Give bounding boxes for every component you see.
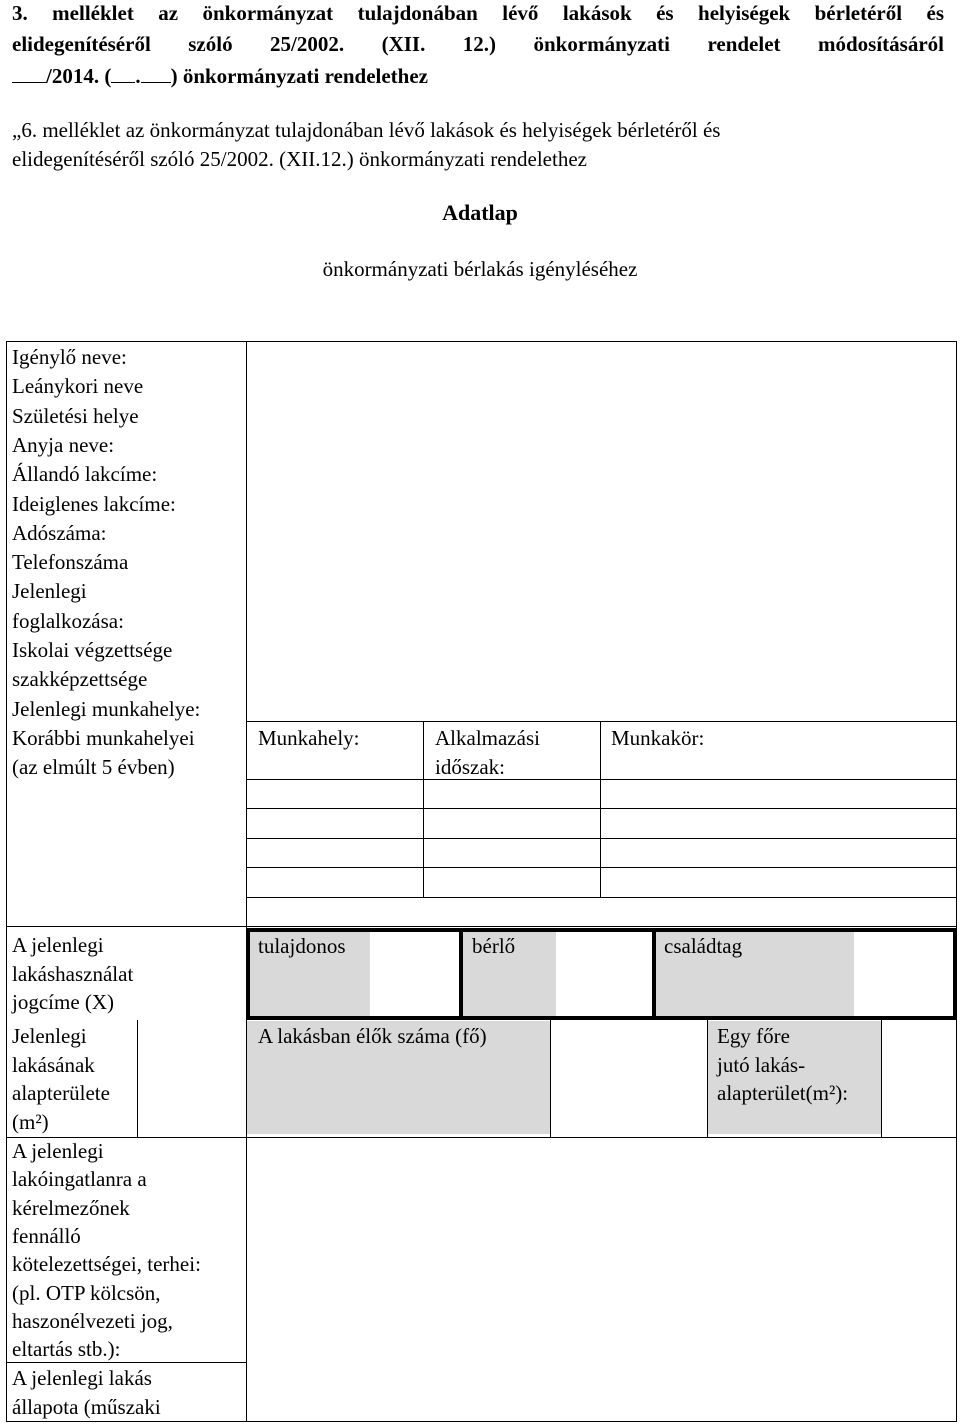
obligations-label-8: eltartás stb.): [12, 1337, 121, 1362]
current-workplace-label: Jelenlegi munkahelye: [12, 696, 201, 721]
area-label-4: (m²) [12, 1109, 49, 1134]
occupation-label-2: foglalkozása: [12, 608, 124, 633]
work-row-line [246, 867, 957, 868]
personal-data-input-area[interactable] [247, 342, 956, 721]
phone-label: Telefonszáma [12, 550, 129, 575]
tax-number-label: Adószáma: [12, 520, 107, 545]
usage-label-3: jogcíme (X) [12, 990, 115, 1014]
usage-box-bottom [246, 1016, 957, 1020]
annex-title-line2: elidegenítéséről szóló 25/2002. (XII. 12.) önkormányzati rendelet módosításáról [12, 32, 944, 56]
obligations-label-4: fennálló [12, 1223, 81, 1248]
annex-title-line3 [12, 62, 428, 91]
obligations-label-1: A jelenlegi [12, 1139, 104, 1163]
date-dot: . [135, 64, 141, 88]
previous-workplaces-label-2: (az elmúlt 5 évben) [12, 755, 175, 780]
work-col-divider [423, 721, 424, 897]
obligations-label-7: haszonélvezeti jog, [12, 1308, 173, 1333]
work-row-line [246, 779, 957, 780]
residents-input[interactable] [551, 1021, 706, 1137]
usage-label-2: lakáshasználat [12, 961, 134, 986]
obligations-label-6: (pl. OTP kölcsön, [12, 1280, 161, 1305]
table-left-border [6, 341, 7, 1422]
area-label-1: Jelenlegi [12, 1024, 87, 1048]
obligations-label-3: kérelmezőnek [12, 1195, 130, 1220]
usage-box-right [953, 928, 957, 1020]
period-col-header-2: időszak: [435, 755, 505, 779]
period-col-header-1: Alkalmazási [435, 726, 540, 750]
area-label-3: alapterülete [12, 1081, 110, 1105]
residents-label: A lakásban élők száma (fő) [258, 1024, 487, 1048]
blank-month [111, 64, 135, 83]
form-title: Adatlap [442, 200, 518, 225]
annex-year: /2014. ( [46, 64, 112, 88]
qualification-label: szakképzettsége [12, 667, 148, 692]
annex-suffix: ) önkormányzati rendelethez [170, 64, 428, 88]
obligations-label-2: lakóingatlanra a [12, 1167, 147, 1192]
work-row-line [246, 808, 957, 809]
option-csaladtag: családtag [664, 934, 743, 958]
form-subtitle: önkormányzati bérlakás igényléséhez [322, 257, 638, 281]
maiden-name-label: Leánykori neve [12, 374, 144, 399]
mother-name-label: Anyja neve: [12, 432, 115, 457]
work-row-line [246, 838, 957, 839]
annex-title-line1: 3. melléklet az önkormányzat tulajdonában lévő lakások és helyiségek bérletéről és [12, 1, 944, 25]
blank-day [141, 64, 171, 83]
table-right-border [956, 341, 957, 1422]
usage-box-top [246, 928, 957, 932]
applicant-name-label: Igénylő neve: [12, 345, 127, 369]
annex6-line1-text: „6. melléklet az önkormányzat tulajdonában lévő lakások és helyiségek bérletéről és [12, 118, 721, 142]
position-col-header: Munkakör: [611, 726, 705, 750]
temporary-address-label: Ideiglenes lakcíme: [12, 491, 176, 516]
annex6-line1 [12, 116, 720, 144]
occupation-label-1: Jelenlegi [12, 579, 87, 604]
work-row-line [246, 897, 957, 898]
usage-box-divider [459, 928, 463, 1020]
condition-label-1: A jelenlegi lakás [12, 1366, 152, 1390]
work-table-top [246, 721, 957, 722]
obligations-input[interactable] [247, 1138, 956, 1362]
usage-box-divider [652, 928, 656, 1020]
obligations-label-5: kötelezettségei, terhei: [12, 1252, 201, 1277]
area-label-2: lakásának [12, 1052, 95, 1077]
annex6-line2: elidegenítéséről szóló 25/2002. (XII.12.) önkormányzati rendelethez [12, 147, 587, 171]
per-person-label-2: jutó lakás- [717, 1052, 806, 1077]
option-tulajdonos: tulajdonos [258, 934, 346, 958]
per-person-label-3: alapterület(m²): [717, 1081, 849, 1105]
per-person-divider [707, 1020, 708, 1138]
option-berlo: bérlő [472, 934, 516, 958]
condition-label-2: állapota (műszaki [12, 1394, 161, 1419]
usage-label-1: A jelenlegi [12, 933, 104, 957]
area-input[interactable] [138, 1021, 245, 1137]
previous-workplaces-label-1: Korábbi munkahelyei [12, 725, 195, 750]
section-divider [6, 926, 957, 927]
usage-box-left [246, 928, 250, 1020]
birthplace-label: Születési helye [12, 403, 139, 428]
permanent-address-label: Állandó lakcíme: [12, 462, 158, 487]
work-col-divider [600, 721, 601, 897]
blank-number [12, 64, 46, 83]
workplace-col-header: Munkahely: [258, 726, 360, 750]
per-person-label-1: Egy főre [717, 1024, 790, 1048]
per-person-input[interactable] [882, 1021, 956, 1137]
education-label: Iskolai végzettsége [12, 638, 173, 662]
